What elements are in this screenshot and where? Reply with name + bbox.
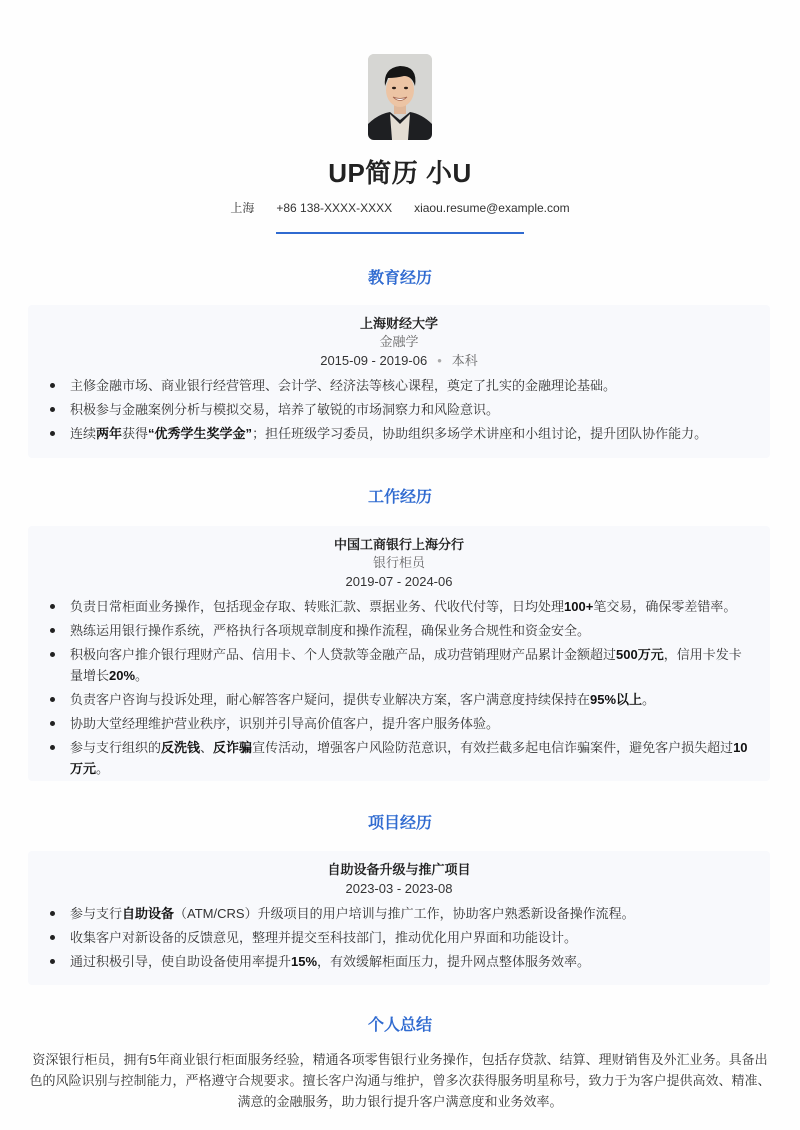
project-bullets [44,903,754,972]
contact-info [0,200,800,216]
phone-text: +86 138-XXXX-XXXX [276,201,393,215]
summary-text: 资深银行柜员，拥有5年商业银行柜面服务经验，精通各项零售银行业务操作，包括存贷款、结算、理财销售及外汇业务。具备出色的风险识别与控制能力，严格遵守合规要求。擅长客户沟通与维护，曾多次获得服务明星称号，致力于为客户提供高效、精准、满意的金融服务，助力银行提升客户满意度和业务效率。 [29,1052,771,1109]
bullet-item: 参与支行自助设备（ATM/CRS）升级项目的用户培训与推广工作，协助客户熟悉新设备操作流程。 [44,903,754,924]
bullet-item: 参与支行组织的反洗钱、反诈骗宣传活动，增强客户风险防范意识，有效拦截多起电信诈骗案件，避免客户损失超过10万元。 [44,737,754,779]
degree-text: 本科 [451,353,478,368]
company-name: 中国工商银行上海分行 [333,537,464,552]
bullet-item: 收集客户对新设备的反馈意见，整理并提交至科技部门，推动优化用户界面和功能设计。 [44,927,754,948]
separator-dot: • [437,353,442,368]
section-title-education: 教育经历 [367,270,432,287]
bullet-item: 负责客户咨询与投诉处理，耐心解答客户疑问，提供专业解决方案，客户满意度持续保持在95%以上。 [44,689,754,710]
header-divider [276,232,524,234]
project-name: 自助设备升级与推广项目 [327,862,471,877]
bullet-item: 熟练运用银行操作系统，严格执行各项规章制度和操作流程，确保业务合规性和资金安全。 [44,620,754,641]
education-meta [44,351,754,371]
education-card [28,305,770,458]
education-bullets [44,375,754,444]
email-link[interactable]: xiaou.resume@example.com [414,201,570,215]
section-title-summary: 个人总结 [367,1017,432,1034]
section-title-project: 项目经历 [367,815,432,832]
bullet-item: 通过积极引导，使自助设备使用率提升15%，有效缓解柜面压力，提升网点整体服务效率。 [44,951,754,972]
bullet-item: 协助大堂经理维护营业秩序，识别并引导高价值客户，提升客户服务体验。 [44,713,754,734]
bullet-item: 积极向客户推介银行理财产品、信用卡、个人贷款等金融产品，成功营销理财产品累计金额超过500万元，信用卡发卡量增长20%。 [44,644,754,686]
work-card [28,526,770,781]
section-title-work: 工作经历 [367,489,432,506]
bullet-item: 主修金融市场、商业银行经营管理、会计学、经济法等核心课程，奠定了扎实的金融理论基础。 [44,375,754,396]
project-dates: 2023-03 - 2023-08 [345,881,453,896]
education-dates: 2015-09 - 2019-06 [320,353,428,368]
candidate-name: UP简历 小U [328,158,472,188]
project-card [28,851,770,985]
bullet-item: 积极参与金融案例分析与模拟交易，培养了敏锐的市场洞察力和风险意识。 [44,399,754,420]
school-name: 上海财经大学 [359,316,438,331]
major-text: 金融学 [379,334,419,349]
resume-header [0,0,800,234]
work-bullets [44,596,754,779]
job-role: 银行柜员 [372,555,425,570]
bullet-item: 负责日常柜面业务操作，包括现金存取、转账汇款、票据业务、代收代付等，日均处理100+笔交易，确保零差错率。 [44,596,754,617]
work-dates: 2019-07 - 2024-06 [345,574,453,589]
bullet-item: 连续两年获得“优秀学生奖学金”；担任班级学习委员，协助组织多场学术讲座和小组讨论，提升团队协作能力。 [44,423,754,444]
person-avatar-icon [368,54,432,140]
location-text: 上海 [230,201,255,215]
profile-photo [368,54,432,140]
